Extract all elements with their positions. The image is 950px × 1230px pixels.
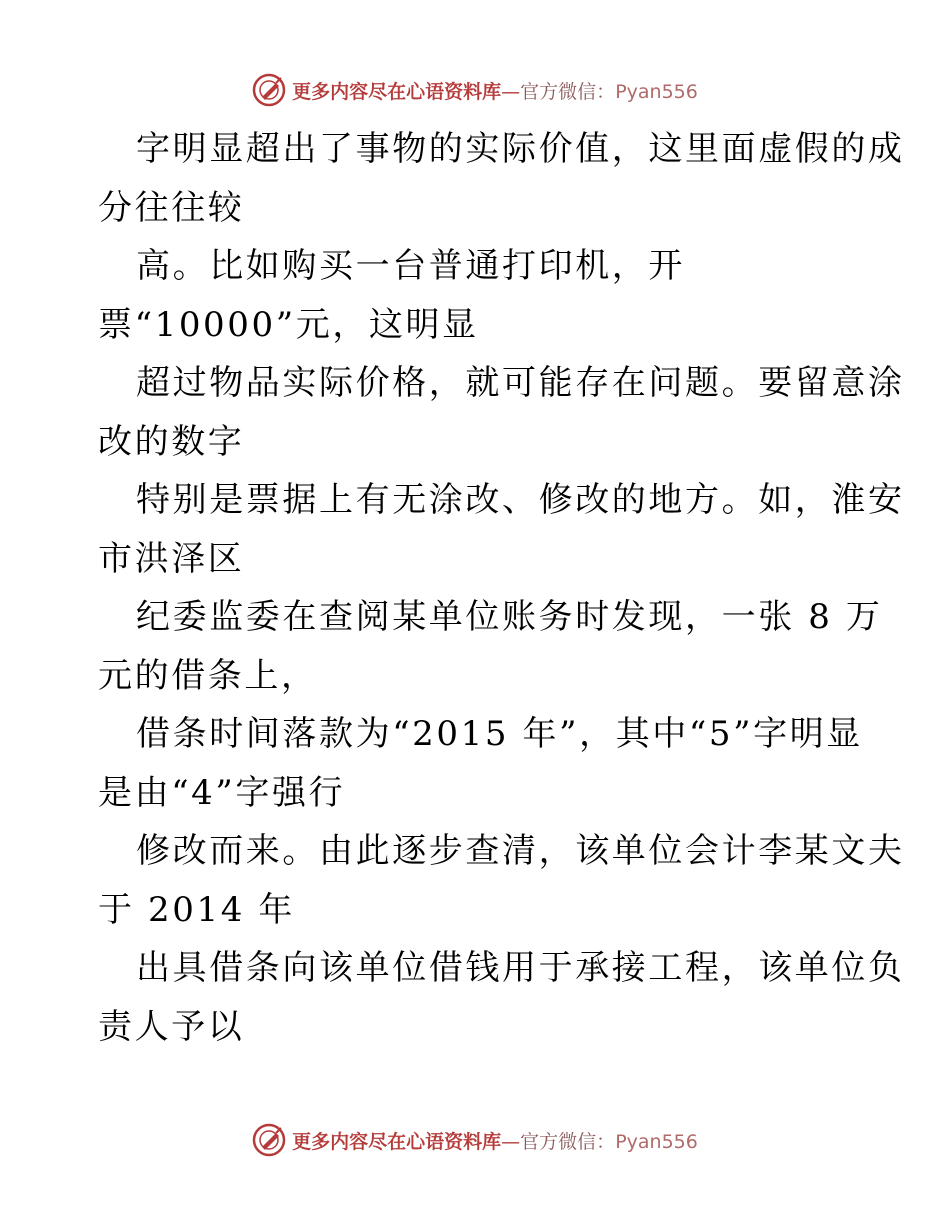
body-text-line: 责人予以 [98, 1006, 245, 1047]
header-watermark-inner [252, 73, 698, 107]
body-text-line: 字明显超出了事物的实际价值，这里面虚假的成 [136, 129, 905, 169]
header-watermark-middle: 官方微信： [520, 80, 616, 103]
body-text-line: 纪委监委在查阅某单位账务时发现，一张 8 万 [136, 597, 883, 637]
header-watermark [0, 70, 950, 110]
footer-watermark-inner [252, 1123, 698, 1157]
footer-watermark-prefix: 更多内容尽在心语资料库 [292, 1130, 502, 1153]
footer-watermark-middle: 官方微信： [520, 1130, 616, 1153]
body-text-line: 分往往较 [98, 187, 245, 228]
body-text-line: 市洪泽区 [98, 538, 245, 579]
document-body [98, 120, 905, 1056]
body-text-line: 超过物品实际价格，就可能存在问题。要留意涂 [136, 363, 905, 403]
footer-watermark [0, 1120, 950, 1160]
footer-watermark-text [292, 1127, 698, 1154]
footer-watermark-dash: — [501, 1130, 521, 1153]
body-text-line: 高。比如购买一台普通打印机，开 [136, 246, 685, 286]
body-text-line: 票“10000”元，这明显 [98, 304, 479, 345]
seal-logo-icon [252, 1123, 286, 1157]
footer-watermark-wechat-id: Pyan556 [615, 1130, 698, 1153]
header-watermark-prefix: 更多内容尽在心语资料库 [292, 80, 502, 103]
header-watermark-text [292, 77, 698, 104]
body-text-line: 借条时间落款为“2015 年”，其中“5”字明显 [136, 714, 863, 754]
header-watermark-wechat-id: Pyan556 [615, 80, 698, 103]
body-text-line: 出具借条向该单位借钱用于承接工程，该单位负 [136, 948, 905, 988]
header-watermark-dash: — [501, 80, 521, 103]
body-text-line: 元的借条上， [98, 655, 318, 696]
body-text-line: 修改而来。由此逐步查清，该单位会计李某文夫 [136, 831, 905, 871]
body-text-line: 改的数字 [98, 421, 245, 462]
seal-logo-icon [252, 73, 286, 107]
body-text-line: 特别是票据上有无涂改、修改的地方。如，淮安 [136, 480, 905, 520]
body-text-line: 于 2014 年 [98, 889, 295, 930]
body-text-line: 是由“4”字强行 [98, 772, 346, 813]
